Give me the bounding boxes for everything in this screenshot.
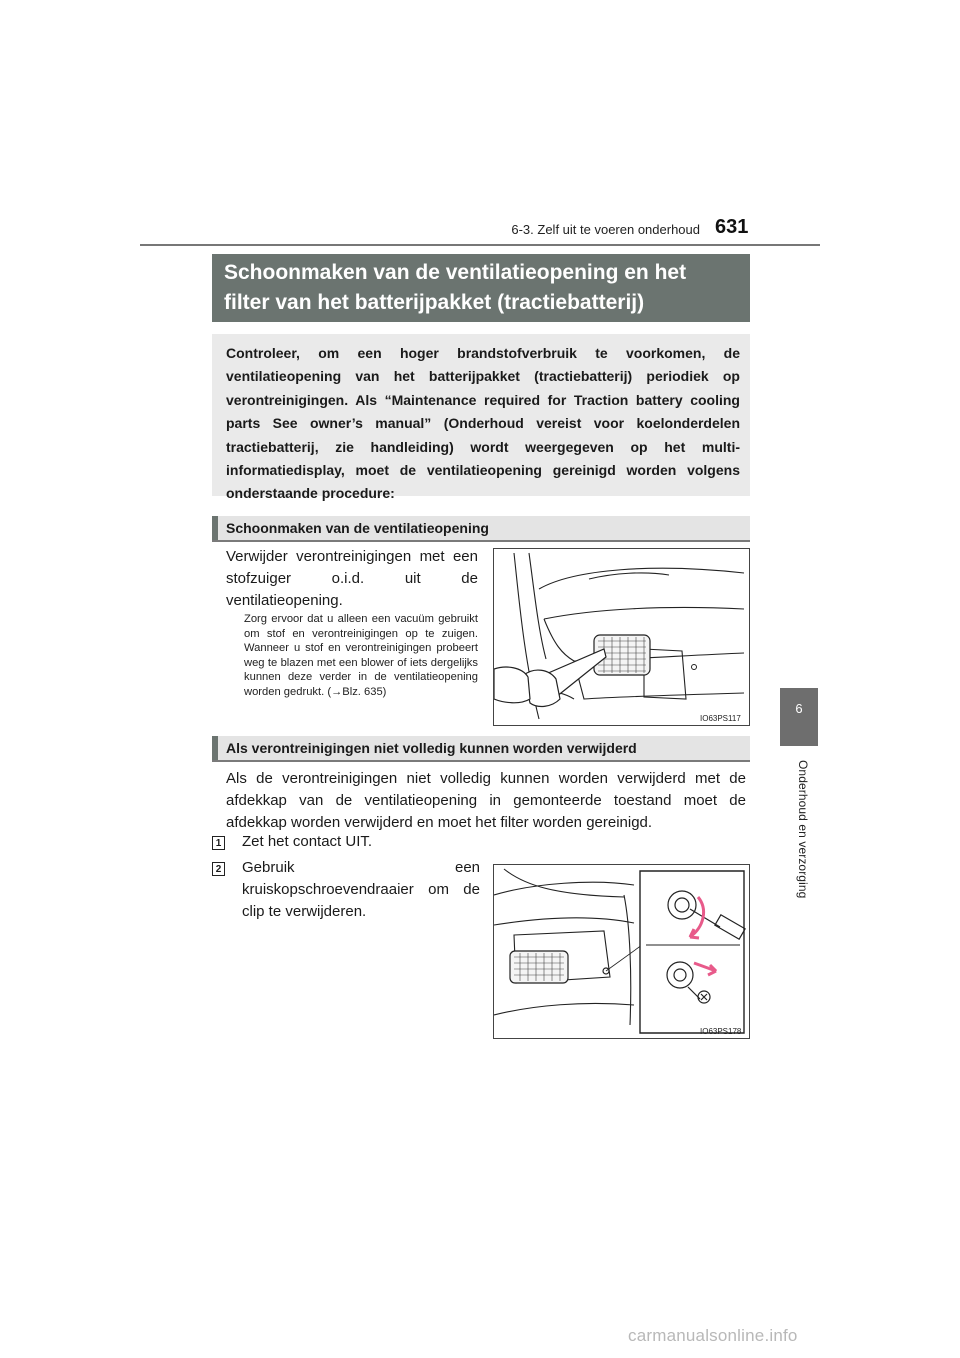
illustration-code: IO63PS178	[700, 1027, 742, 1036]
illustration-clip-removal	[493, 864, 750, 1039]
section-heading-bar	[212, 516, 218, 540]
illustration-vacuum-vent	[493, 548, 750, 726]
watermark: carmanualsonline.info	[628, 1326, 798, 1345]
clip-removal-drawing	[494, 865, 749, 1038]
chapter-tab: 6	[780, 688, 818, 746]
page-number: 631	[715, 216, 749, 238]
page-title-line1: Schoonmaken van de ventilatieopening en het	[224, 261, 687, 284]
running-header-section: 6-3. Zelf uit te voeren onderhoud	[511, 222, 700, 237]
page-title-line2: filter van het batterijpakket (tractiebatterij)	[224, 291, 645, 314]
step-number: 2	[212, 862, 225, 876]
section1-note: Zorg ervoor dat u alleen een vacuüm gebruikt om stof en verontreinigingen op te zuigen. Wanneer u stof en verontreinigingen probeert weg te blazen met een blower of iets dergelijks kunnen deze verder in de ventilatieopening worden gedrukt. (→Blz. 635)	[244, 613, 478, 698]
vacuum-vent-drawing	[494, 549, 749, 725]
page-title	[212, 254, 750, 322]
section-heading-cleaning-vent	[212, 516, 750, 542]
step-text: Gebruik een kruiskopschroevendraaier om de clip te verwijderen.	[242, 859, 480, 920]
section2-text: Als de verontreinigingen niet volledig kunnen worden verwijderd met de afdekkap van de ventilatieopening in gemonteerde toestand moet de afdekkap worden verwijderd en moet het filter worden gereinigd.	[226, 770, 746, 831]
section-heading-bar	[212, 736, 218, 760]
header-rule	[140, 244, 820, 246]
step-text: Zet het contact UIT.	[242, 833, 373, 850]
chapter-tab-label: Onderhoud en verzorging	[796, 760, 810, 899]
illustration-code: IO63PS117	[700, 714, 741, 723]
section1-text: Verwijder verontreinigingen met een stofzuiger o.i.d. uit de ventilatieopening.	[226, 548, 478, 609]
section-heading-text: Als verontreinigingen niet volledig kunnen worden verwijderd	[226, 740, 637, 756]
intro-box: Controleer, om een hoger brandstofverbruik te voorkomen, de ventilatieopening van het batterijpakket (tractiebatterij) periodiek op verontreinigingen. Als “Maintenance required for Traction battery cooling parts See owner’s manual” (Onderhoud vereist voor koelonderdelen tractiebatterij, zie handleiding) wordt weergegeven op het multi-informatiedisplay, moet de ventilatieopening gereinigd worden volgens onderstaande procedure:	[212, 334, 750, 496]
section-heading-text: Schoonmaken van de ventilatieopening	[226, 520, 489, 536]
section-heading-not-removed	[212, 736, 750, 762]
step-number: 1	[212, 836, 225, 850]
